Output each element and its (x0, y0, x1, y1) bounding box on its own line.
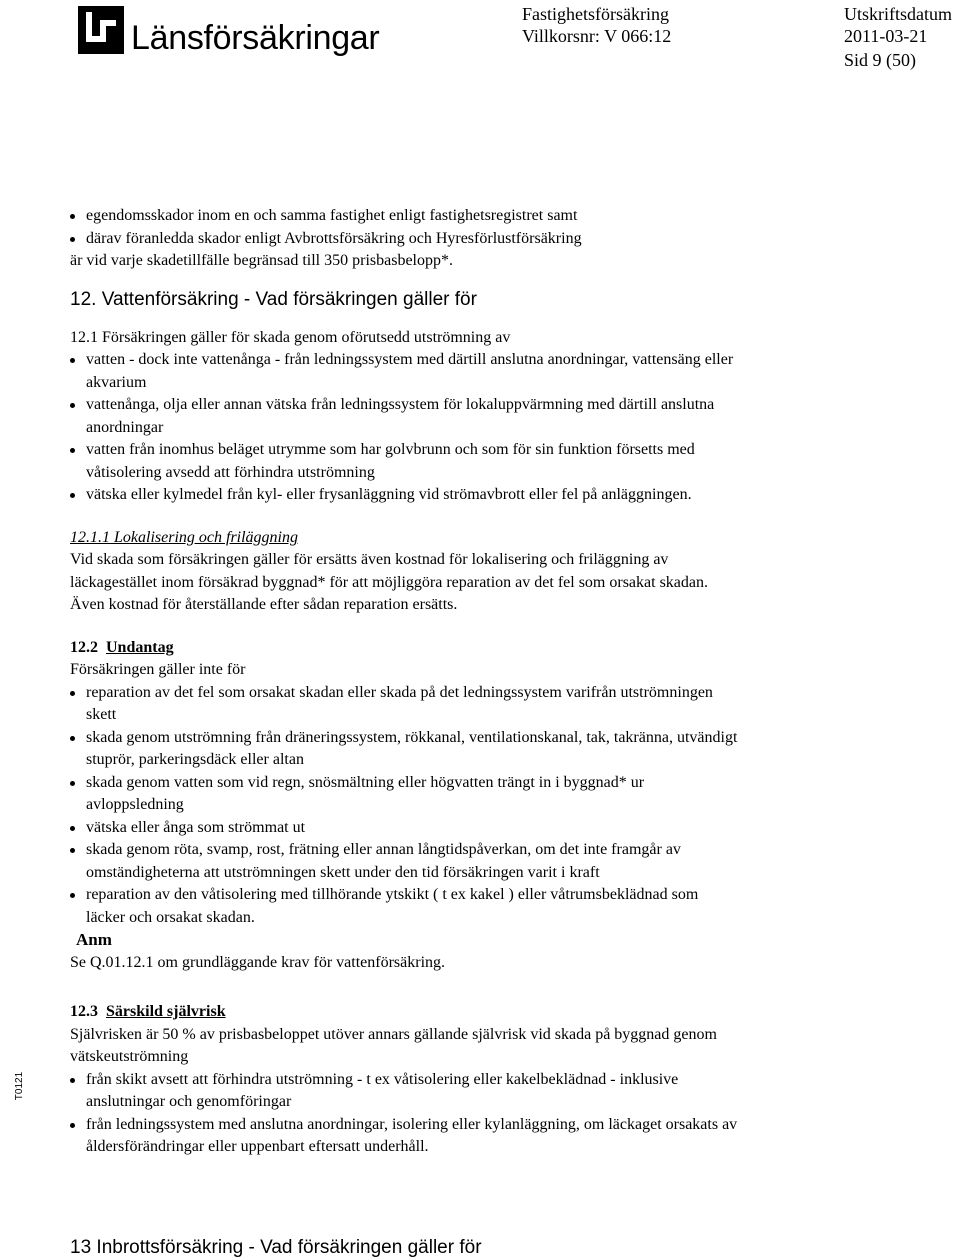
document-code: T0121 (14, 1071, 25, 1101)
note-text: Se Q.01.12.1 om grundläggande krav för vattenförsäkring. (70, 953, 446, 971)
section-12-1-1-heading: 12.1.1 Lokalisering och friläggning (70, 528, 298, 546)
list-item: vattenånga, olja eller annan vätska från ledningssystem för lokaluppvärmning med därtill anslutna anordningar (70, 394, 880, 439)
paragraph-line: Självrisken är 50 % av prisbasbeloppet utöver annars gällande självrisk vid skada på byggnad genom (70, 1025, 717, 1043)
list-item: skada genom vatten som vid regn, snösmältning eller högvatten trängt in i byggnad* ur avloppsledning (70, 772, 880, 817)
section-12-3-heading: 12.3 Särskild självrisk (70, 1003, 226, 1020)
print-date-label: Utskriftsdatum (844, 4, 952, 24)
lansforsakringar-logo-icon (78, 6, 124, 54)
intro-bullet: egendomsskador inom en och samma fastighet enligt fastighetsregistret samt (70, 205, 880, 228)
logo-wordmark: Länsförsäkringar (131, 19, 380, 57)
section-13-heading: 13 Inbrottsförsäkring - Vad försäkringen gäller för (70, 1237, 482, 1258)
list-item: vatten - dock inte vattenånga - från ledningssystem med därtill anslutna anordningar, vattensäng eller akvarium (70, 349, 880, 394)
intro-closing: är vid varje skadetillfälle begränsad till 350 prisbasbelopp*. (70, 252, 453, 269)
list-item: skada genom röta, svamp, rost, frätning eller annan långtidspåverkan, om det inte framgår av omständigheterna att utströmningen skett under den tid försäkringen varit i kraft (70, 839, 880, 884)
section-12-1-intro: 12.1 Försäkringen gäller för skada genom oförutsedd utströmning av (70, 328, 511, 346)
paragraph-line: läckagestället inom försäkrad byggnad* för att möjliggöra reparation av det fel som orsakat skadan. (70, 573, 709, 591)
document-body (70, 205, 880, 1159)
list-item: skada genom utströmning från dräneringssystem, rökkanal, ventilationskanal, tak, takränna, utvändigt stuprör, parkeringsdäck eller altan (70, 727, 880, 772)
list-item: vatten från inomhus beläget utrymme som har golvbrunn och som för sin funktion försetts med våtisolering avsedd att förhindra utströmning (70, 439, 880, 484)
list-item: vätska eller ånga som strömmat ut (70, 817, 880, 840)
paragraph-line: Även kostnad för återställande efter sådan reparation ersätts. (70, 596, 458, 613)
paragraph-line: Vid skada som försäkringen gäller för ersätts även kostnad för lokalisering och friläggning av (70, 551, 669, 568)
note-label: Anm (76, 930, 112, 949)
terms-number: Villkorsnr: V 066:12 (522, 26, 672, 46)
list-item: reparation av den våtisolering med tillhörande ytskikt ( t ex kakel ) eller våtrumsbeklädnad som läcker och orsakat skadan. (70, 884, 880, 929)
list-item: reparation av det fel som orsakat skadan eller skada på det ledningssystem varifrån utströmningen skett (70, 682, 880, 727)
intro-bullet: därav föranledda skador enligt Avbrottsförsäkring och Hyresförlustförsäkring (70, 228, 880, 251)
paragraph-line: vätskeutströmning (70, 1048, 189, 1065)
product-name: Fastighetsförsäkring (522, 4, 669, 24)
page-number: Sid 9 (50) (844, 50, 916, 70)
section-12-2-heading: 12.2 Undantag (70, 638, 174, 656)
list-item: från ledningssystem med anslutna anordningar, isolering eller kylanläggning, om läckaget orsakats av åldersförändringar eller uppenbart eftersatt underhåll. (70, 1114, 880, 1159)
list-item: från skikt avsett att förhindra utströmning - t ex våtisolering eller kakelbeklädnad - inklusive anslutningar och genomföringar (70, 1069, 880, 1114)
section-12-heading: 12. Vattenförsäkring - Vad försäkringen gäller för (70, 288, 477, 310)
print-date: 2011-03-21 (844, 26, 928, 46)
list-item: vätska eller kylmedel från kyl- eller frysanläggning vid strömavbrott eller fel på anläggningen. (70, 484, 880, 507)
section-12-2-intro: Försäkringen gäller inte för (70, 661, 246, 678)
